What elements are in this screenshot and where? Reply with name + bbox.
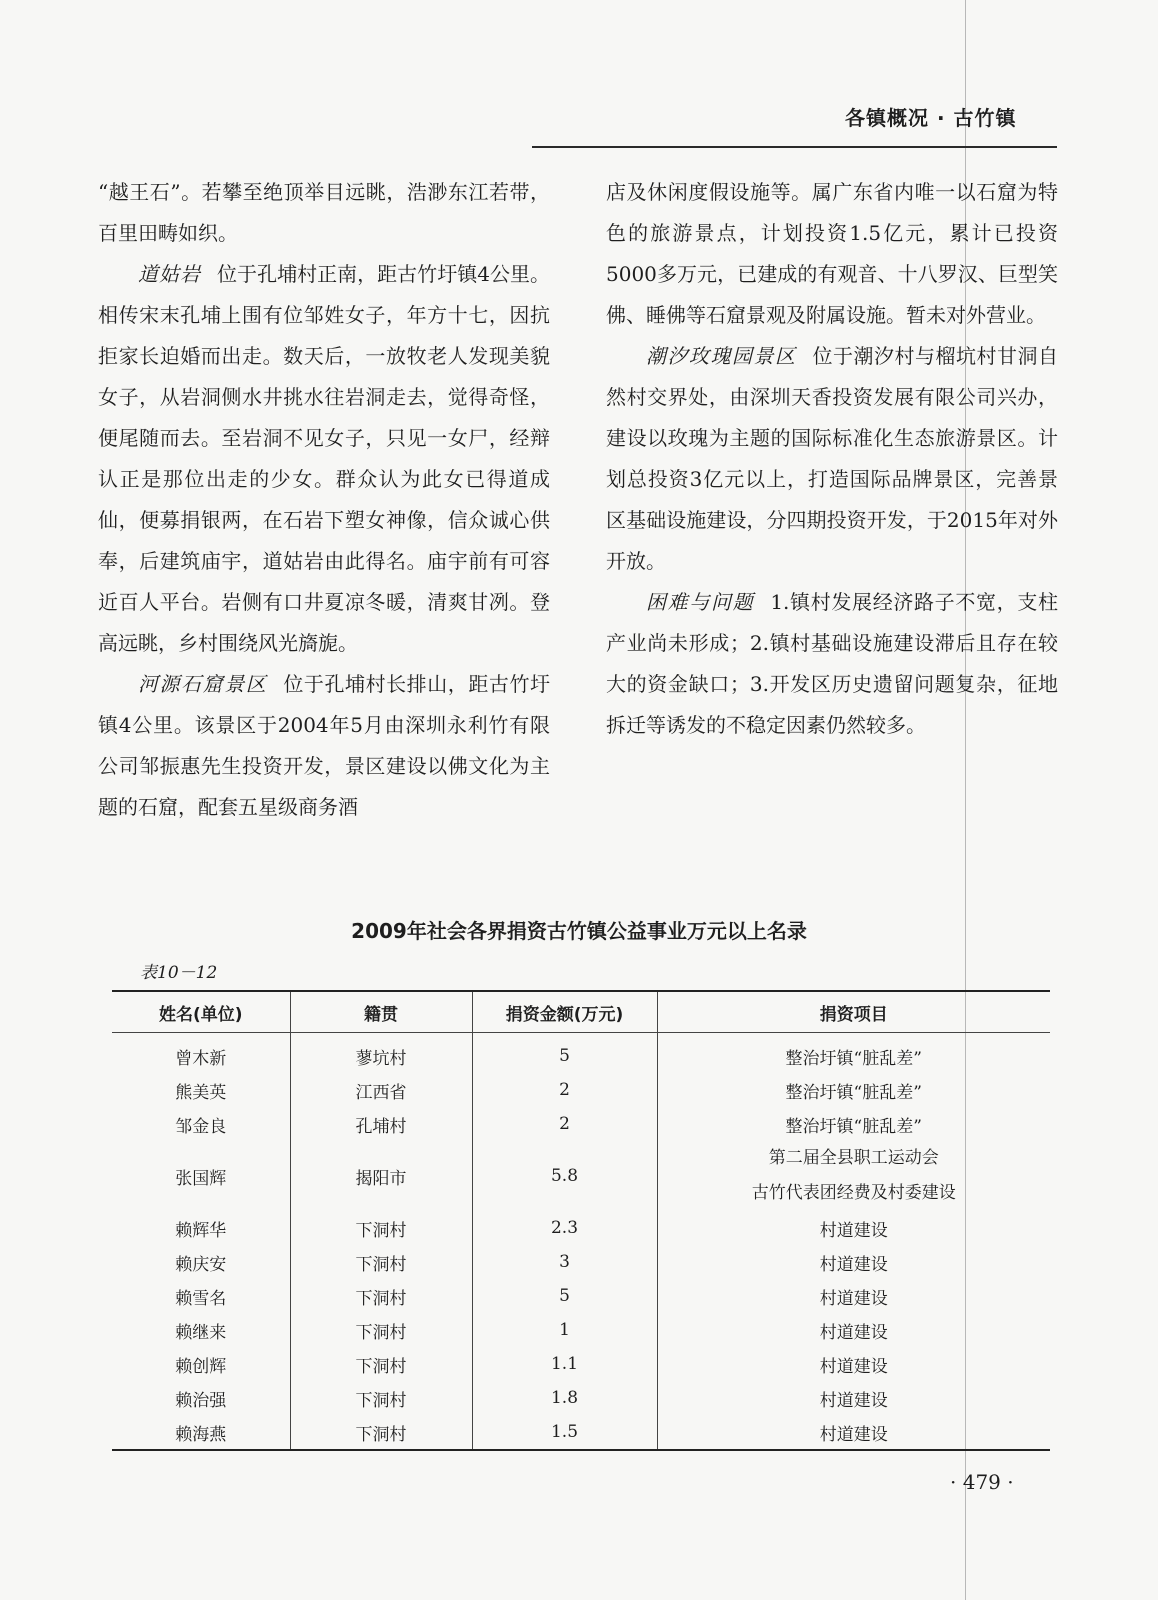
page-number: · 479 · xyxy=(950,1470,1014,1494)
donor-origin: 揭阳市 xyxy=(290,1141,472,1211)
table-row xyxy=(112,1279,1050,1313)
donor-origin: 江西省 xyxy=(290,1073,472,1107)
header-town: 古竹镇 xyxy=(953,106,1017,130)
entry-text: 位于潮汐村与榴坑村甘洞自然村交界处，由深圳天香投资发展有限公司兴办，建设以玫瑰为主题的国际标准化生态旅游景区。计划总投资3亿元以上，打造国际品牌景区，完善景区基础设施建设，分四期投资开发，于2015年对外开放。 xyxy=(606,344,1058,573)
donor-name: 赖海燕 xyxy=(112,1415,290,1450)
donation-project: 村道建设 xyxy=(819,1254,888,1275)
column-header-name: 姓名(单位) xyxy=(112,991,290,1033)
donation-amount: 5.8 xyxy=(472,1141,657,1211)
table-row xyxy=(112,1381,1050,1415)
donor-name: 赖治强 xyxy=(112,1381,290,1415)
donor-name: 曾木新 xyxy=(112,1033,290,1074)
donor-origin: 蓼坑村 xyxy=(290,1033,472,1074)
donation-amount: 5 xyxy=(472,1279,657,1313)
paragraph xyxy=(98,664,550,828)
donor-origin: 下洞村 xyxy=(290,1245,472,1279)
paragraph: 店及休闲度假设施等。属广东省内唯一以石窟为特色的旅游景点，计划投资1.5亿元，累计已投资5000多万元，已建成的有观音、十八罗汉、巨型笑佛、睡佛等石窟景观及附属设施。暂未对外营业。 xyxy=(606,180,1058,327)
table-header-row xyxy=(112,991,1050,1033)
left-column xyxy=(98,172,550,828)
donor-name: 赖辉华 xyxy=(112,1211,290,1245)
donation-project: 村道建设 xyxy=(819,1356,888,1377)
donor-name: 熊美英 xyxy=(112,1073,290,1107)
paragraph: “越王石”。若攀至绝顶举目远眺，浩渺东江若带，百里田畴如织。 xyxy=(98,180,550,245)
donor-name: 张国辉 xyxy=(112,1141,290,1211)
donor-name: 赖雪名 xyxy=(112,1279,290,1313)
right-column xyxy=(606,172,1058,746)
table-title: 2009年社会各界捐资古竹镇公益事业万元以上名录 xyxy=(351,919,807,943)
table-row xyxy=(112,1245,1050,1279)
column-header-amount: 捐资金额(万元) xyxy=(472,991,657,1033)
entry-keyword: 河源石窟景区 xyxy=(138,672,268,696)
entry-text: 1.镇村发展经济路子不宽，支柱产业尚未形成；2.镇村基础设施建设滞后且存在较大的资金缺口；3.开发区历史遗留问题复杂，征地拆迁等诱发的不稳定因素仍然较多。 xyxy=(606,590,1058,737)
donor-name: 赖继来 xyxy=(112,1313,290,1347)
donor-origin: 下洞村 xyxy=(290,1381,472,1415)
entry-text: 位于孔埔村正南，距古竹圩镇4公里。相传宋末孔埔上围有位邹姓女子，年方十七，因抗拒家长迫婚而出走。数天后，一放牧老人发现美貌女子，从岩洞侧水井挑水往岩洞走去，觉得奇怪，便尾随而去。至岩洞不见女子，只见一女尸，经辩认正是那位出走的少女。群众认为此女已得道成仙，便募捐银两，在石岩下塑女神像，信众诚心供奉，后建筑庙宇，道姑岩由此得名。庙宇前有可容近百人平台。岩侧有口井夏凉冬暖，清爽甘冽。登高远眺，乡村围绕风光旖旎。 xyxy=(98,262,550,655)
column-header-project: 捐资项目 xyxy=(657,991,1050,1033)
paragraph xyxy=(606,582,1058,746)
table-body xyxy=(112,1033,1050,1451)
donation-project: 村道建设 xyxy=(819,1288,888,1309)
donor-origin: 孔埔村 xyxy=(290,1107,472,1141)
donation-project xyxy=(657,1141,1050,1211)
header-section: 各镇概况 xyxy=(845,106,929,130)
table-row xyxy=(112,1211,1050,1245)
donation-project: 村道建设 xyxy=(819,1322,888,1343)
running-header xyxy=(845,102,1045,131)
donation-amount: 2.3 xyxy=(472,1211,657,1245)
donor-origin: 下洞村 xyxy=(290,1347,472,1381)
donation-project-line: 第二届全县职工运动会 xyxy=(768,1148,939,1168)
table-row xyxy=(112,1415,1050,1450)
donation-amount: 1 xyxy=(472,1313,657,1347)
entry-keyword: 道姑岩 xyxy=(138,262,202,286)
paragraph xyxy=(98,254,550,664)
table-row xyxy=(112,1347,1050,1381)
entry-text: 位于孔埔村长排山，距古竹圩镇4公里。该景区于2004年5月由深圳永利竹有限公司邹振惠先生投资开发，景区建设以佛文化为主题的石窟，配套五星级商务酒 xyxy=(98,672,551,819)
donation-amount: 1.5 xyxy=(472,1415,657,1450)
paragraph xyxy=(606,336,1058,582)
donor-origin: 下洞村 xyxy=(290,1211,472,1245)
donation-project-line: 古竹代表团经费及村委建设 xyxy=(751,1183,956,1203)
table-row xyxy=(112,1141,1050,1211)
donor-name: 赖庆安 xyxy=(112,1245,290,1279)
table-row xyxy=(112,1107,1050,1141)
donation-project: 村道建设 xyxy=(819,1220,888,1241)
donation-project: 村道建设 xyxy=(819,1390,888,1411)
donation-project: 整治圩镇“脏乱差” xyxy=(785,1082,922,1103)
donor-name: 邹金良 xyxy=(112,1107,290,1141)
donor-table xyxy=(112,990,1050,1451)
donation-amount: 1.1 xyxy=(472,1347,657,1381)
header-separator: · xyxy=(929,106,954,130)
donor-origin: 下洞村 xyxy=(290,1279,472,1313)
donor-origin: 下洞村 xyxy=(290,1415,472,1450)
donor-name: 赖创辉 xyxy=(112,1347,290,1381)
donor-origin: 下洞村 xyxy=(290,1313,472,1347)
donation-amount: 2 xyxy=(472,1107,657,1141)
donation-project: 整治圩镇“脏乱差” xyxy=(785,1048,922,1069)
donation-amount: 3 xyxy=(472,1245,657,1279)
table-row xyxy=(112,1033,1050,1074)
donation-project: 整治圩镇“脏乱差” xyxy=(785,1116,922,1137)
column-header-origin: 籍贯 xyxy=(290,991,472,1033)
donation-project: 村道建设 xyxy=(819,1424,888,1445)
table-row xyxy=(112,1073,1050,1107)
header-rule xyxy=(532,146,1057,148)
entry-keyword: 困难与问题 xyxy=(646,590,755,614)
table-number: 表10－12 xyxy=(140,963,218,983)
donation-amount: 5 xyxy=(472,1033,657,1074)
entry-keyword: 潮汐玫瑰园景区 xyxy=(646,344,797,368)
table-row xyxy=(112,1313,1050,1347)
donation-amount: 2 xyxy=(472,1073,657,1107)
donation-amount: 1.8 xyxy=(472,1381,657,1415)
